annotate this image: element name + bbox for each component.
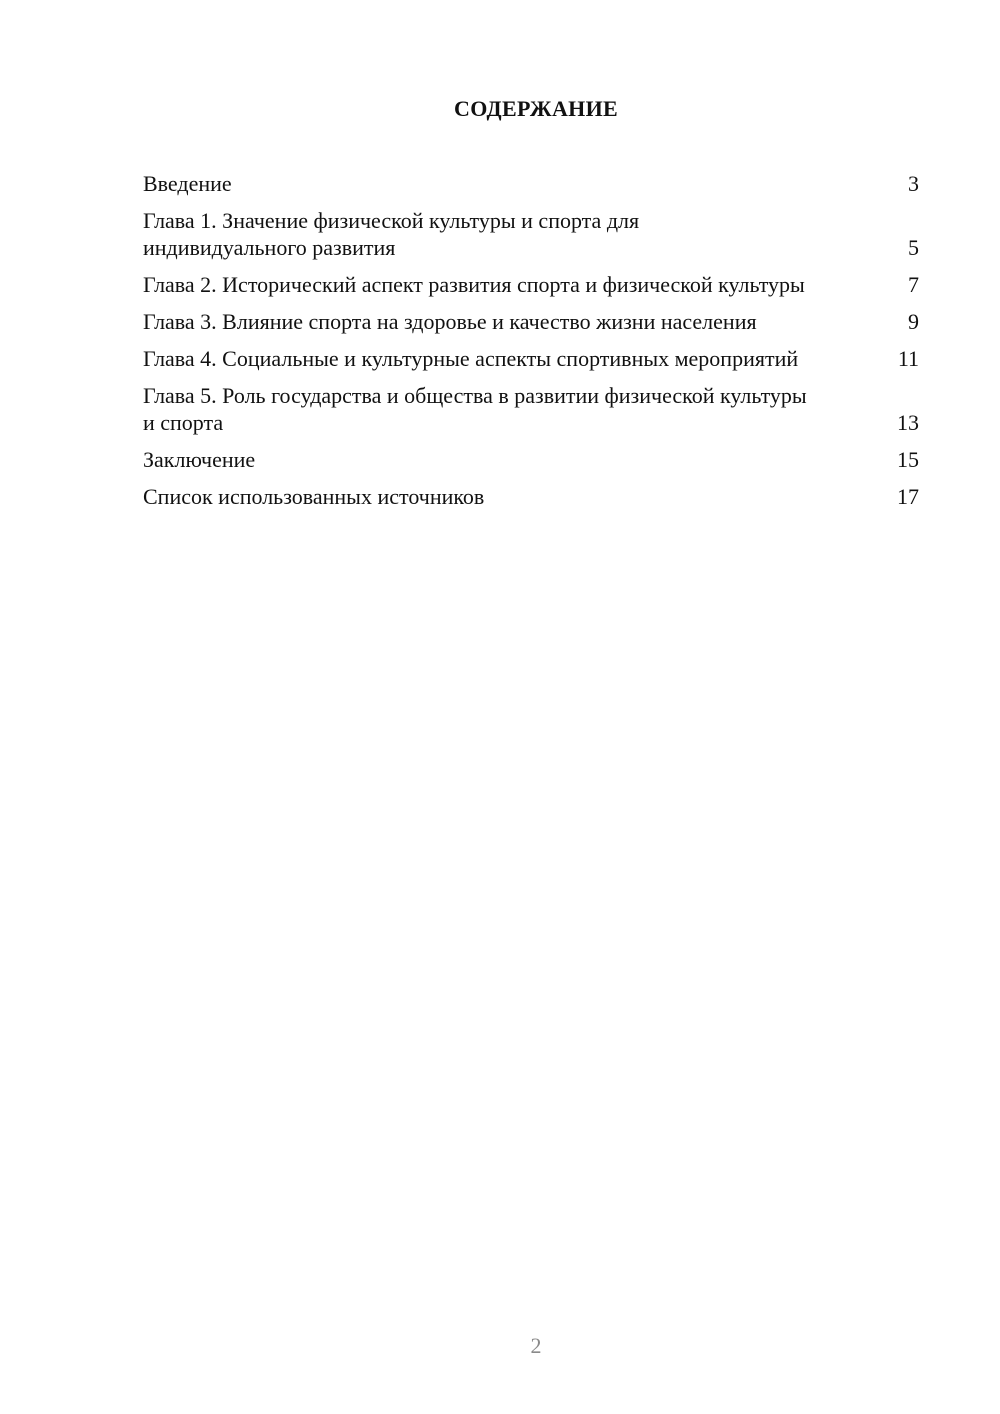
toc-entry-label: Глава 4. Социальные и культурные аспекты спортивных мероприятий xyxy=(143,346,799,371)
toc-entry-chapter-2[interactable] xyxy=(143,271,919,298)
page-number: 2 xyxy=(530,1333,542,1358)
toc-entry-page: 17 xyxy=(897,484,919,509)
toc-entry-label: Заключение xyxy=(143,447,256,472)
toc-entry-label: Список использованных источников xyxy=(143,484,485,509)
toc-entry-chapter-5[interactable] xyxy=(143,382,919,436)
toc-entry-page: 13 xyxy=(897,410,919,435)
toc-entry-page: 9 xyxy=(908,309,919,334)
toc-entry-chapter-3[interactable] xyxy=(143,308,919,335)
toc-entry-page: 3 xyxy=(908,171,919,196)
toc-entry-conclusion[interactable] xyxy=(143,446,919,473)
toc-entry-page: 15 xyxy=(897,447,919,472)
toc-entry-label: Глава 5. Роль государства и общества в развитии физической культуры и спорта xyxy=(143,383,807,435)
toc-entry-label: Глава 2. Исторический аспект развития спорта и физической культуры xyxy=(143,272,805,297)
toc-entry-page: 7 xyxy=(908,272,919,297)
toc-entry-introduction[interactable] xyxy=(143,170,919,197)
page-title: СОДЕРЖАНИЕ xyxy=(454,96,618,121)
toc-entry-label: Глава 1. Значение физической культуры и спорта для индивидуального развития xyxy=(143,208,640,260)
toc-entry-chapter-1[interactable] xyxy=(143,207,919,261)
toc-entry-references[interactable] xyxy=(143,483,919,510)
toc-entry-label: Введение xyxy=(143,171,232,196)
toc-entry-label: Глава 3. Влияние спорта на здоровье и качество жизни населения xyxy=(143,309,757,334)
table-of-contents xyxy=(143,170,919,520)
toc-entry-page: 5 xyxy=(908,235,919,260)
toc-entry-chapter-4[interactable] xyxy=(143,345,919,372)
toc-entry-page: 11 xyxy=(897,346,919,371)
